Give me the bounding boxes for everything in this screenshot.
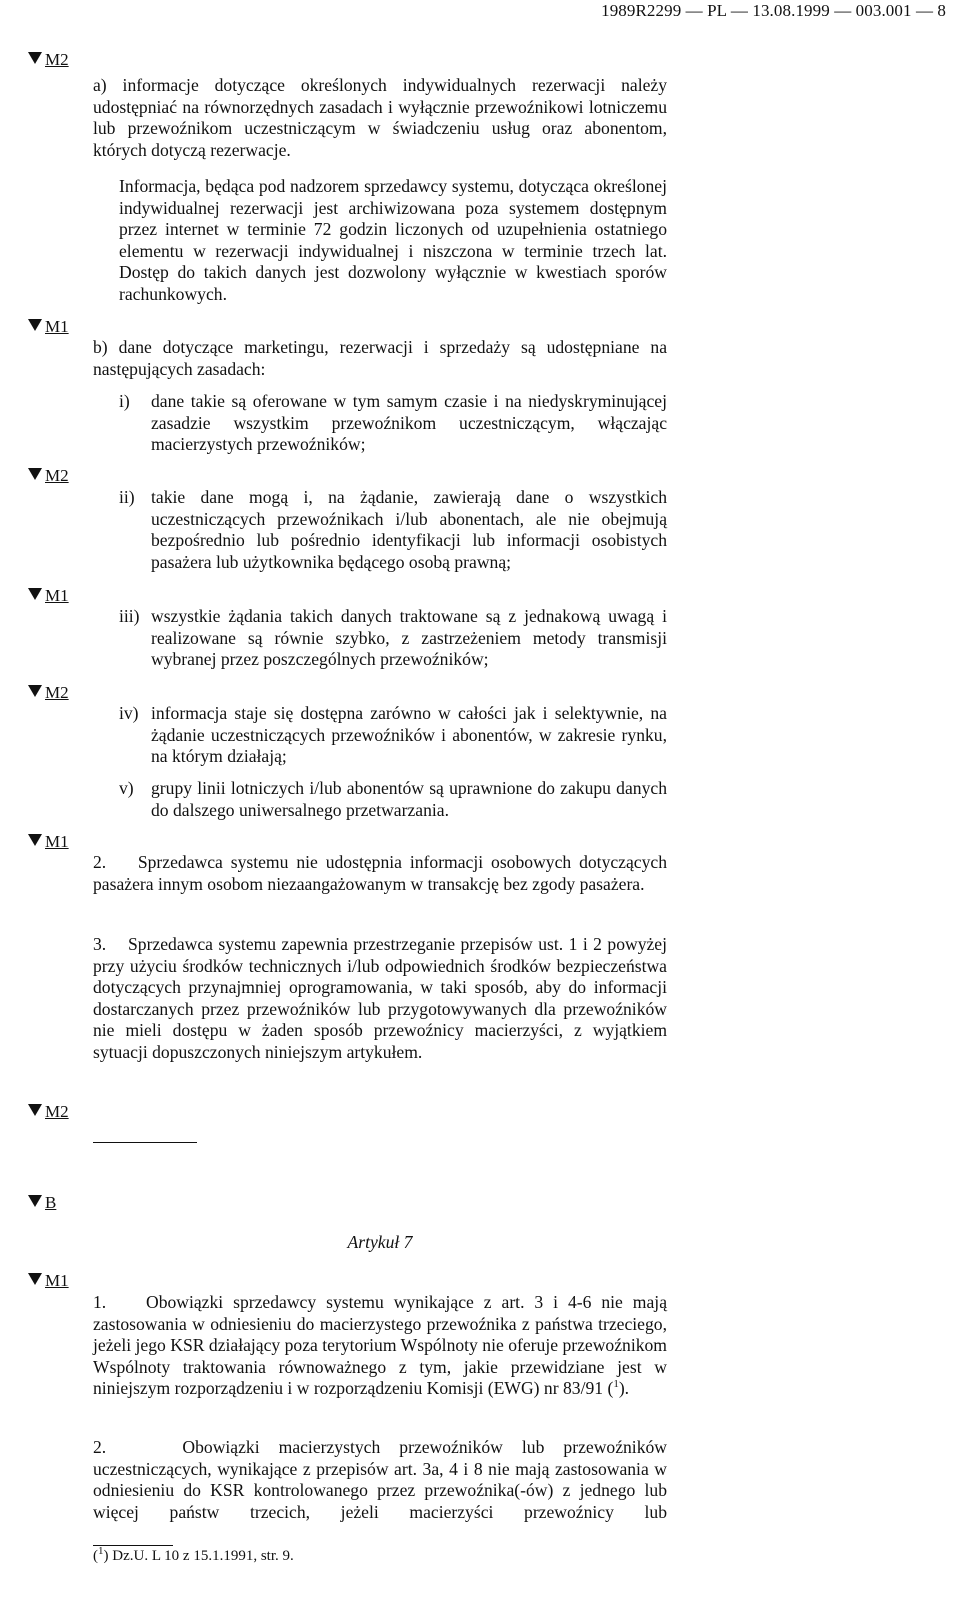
amendment-marker <box>28 682 69 703</box>
item-number: v) <box>119 778 134 798</box>
marker-code: M1 <box>45 1271 69 1290</box>
marker-code: M2 <box>45 683 69 702</box>
list-item <box>119 391 667 456</box>
amendment-marker <box>28 831 69 852</box>
item-text: grupy linii lotniczych i/lub abonentów są uprawnione do zakupu danych do dalszego uniwersalnego przetwarzania. <box>151 778 667 820</box>
amendment-marker <box>28 1101 69 1122</box>
list-item <box>119 703 667 768</box>
paragraph-a: a) informacje dotyczące określonych indywidualnych rezerwacji należy udostępniać na równorzędnych zasadach i wyłącznie przewoźnikowi lotniczemu lub przewoźnikom uczestniczącym w świadczeniu usług oraz abonentom, których dotyczą rezerwacje. <box>93 75 667 160</box>
paragraph-number: 3. <box>93 934 107 954</box>
amendment-marker <box>28 465 69 486</box>
paragraph-text: Obowiązki macierzystych przewoźników lub przewoźników uczestniczących, wynikające z przepisów art. 3a, 4 i 8 nie mają zastosowania w odniesieniu do KSR kontrolowanego przez przewoźnika(-ów) z jednego lub więcej państw trzecich, jeżeli macierzyści przewoźnicy lub <box>93 1437 667 1522</box>
marker-code: M1 <box>45 832 69 851</box>
triangle-down-icon <box>28 685 42 697</box>
footnote-reference[interactable]: 1 <box>613 1378 619 1391</box>
footnote-text: Dz.U. L 10 z 15.1.1991, str. 9. <box>112 1548 294 1564</box>
amendment-marker <box>28 1270 69 1291</box>
amendment-marker <box>28 1192 56 1213</box>
item-number: iv) <box>119 703 139 723</box>
item-number: ii) <box>119 487 135 507</box>
paragraph-number: 1. <box>93 1292 107 1312</box>
item-text: takie dane mogą i, na żądanie, zawierają dane o wszystkich uczestniczących przewoźnikach i/lub abonentach, ale nie obejmują bezpośrednio lub pośrednio identyfikacji lub informacji osobistych pasażera lub użytkownika będącego osobą prawną; <box>151 487 667 572</box>
footnote-marker: 1 <box>98 1545 104 1557</box>
article-heading: Artykuł 7 <box>347 1232 413 1252</box>
amendment-marker <box>28 49 69 70</box>
separator-line <box>93 1142 197 1143</box>
marker-code: M2 <box>45 50 69 69</box>
list-item <box>119 487 667 573</box>
paragraph-text: Sprzedawca systemu zapewnia przestrzeganie przepisów ust. 1 i 2 powyżej przy użyciu środków technicznych i/lub odpowiednich środków bezpieczeństwa dotyczących przynajmniej oprogramowania, w taki sposób, aby do informacji dostarczanych przez przewoźników lub przygotowywanych dla przewoźników nie mieli dostępu w żaden sposób przewoźnicy macierzyści, z wyjątkiem sytuacji dopuszczonych niniejszym artykułem. <box>93 934 668 1062</box>
paragraph-text: Obowiązki sprzedawcy systemu wynikające z art. 3 i 4-6 nie mają zastosowania w odniesieniu do macierzystego przewoźnika z państwa trzeciego, jeżeli jego KSR działający poza terytorium Wspólnoty nie oferuje przewoźnikom Wspólnoty traktowania równoważnego z tym, jakie przewidziane jest w niniejszym rozporządzeniu i w rozporządzeniu Komisji (EWG) nr 83/91 ( <box>93 1292 668 1398</box>
paragraph-2 <box>93 852 667 895</box>
triangle-down-icon <box>28 1195 42 1207</box>
marker-code: M2 <box>45 1102 69 1121</box>
amendment-marker <box>28 316 69 337</box>
triangle-down-icon <box>28 1104 42 1116</box>
triangle-down-icon <box>28 52 42 64</box>
paragraph-b: b) dane dotyczące marketingu, rezerwacji i sprzedaży są udostępniane na następujących zasadach: <box>93 337 667 379</box>
paragraph-number: 2. <box>93 852 107 872</box>
triangle-down-icon <box>28 588 42 600</box>
article-paragraph-1 <box>93 1292 667 1400</box>
item-text: wszystkie żądania takich danych traktowane są z jednakową uwagą i realizowane są równie szybko, z zastrzeżeniem metody transmisji wybranej przez poszczególnych przewoźników; <box>151 606 667 669</box>
triangle-down-icon <box>28 468 42 480</box>
document-header: 1989R2299 — PL — 13.08.1999 — 003.001 — 8 <box>601 1 946 20</box>
item-text: dane takie są oferowane w tym samym czasie i na niedyskryminującej zasadzie wszystkim przewoźnikom uczestniczącym, włączając macierzystych przewoźników; <box>151 391 667 454</box>
triangle-down-icon <box>28 834 42 846</box>
paragraph-text-tail: ). <box>618 1378 630 1398</box>
marker-code: M2 <box>45 466 69 485</box>
list-item <box>119 606 667 671</box>
footnote <box>93 1547 294 1565</box>
marker-code: B <box>45 1193 57 1212</box>
marker-code: M1 <box>45 586 69 605</box>
footnote-separator <box>93 1545 173 1546</box>
item-number: iii) <box>119 606 140 626</box>
item-text: informacja staje się dostępna zarówno w całości jak i selektywnie, na żądanie uczestniczących przewoźników i abonentów, w zakresie rynku, na którym działają; <box>151 703 667 766</box>
paragraph-text: Sprzedawca systemu nie udostępnia informacji osobowych dotyczących pasażera innym osobom niezaangażowanym w transakcję bez zgody pasażera. <box>93 852 668 894</box>
footnote-close: ) <box>103 1548 109 1564</box>
paragraph-number: 2. <box>93 1437 107 1457</box>
triangle-down-icon <box>28 319 42 331</box>
article-paragraph-2 <box>93 1437 667 1523</box>
triangle-down-icon <box>28 1273 42 1285</box>
amendment-marker <box>28 585 69 606</box>
item-number: i) <box>119 391 130 411</box>
marker-code: M1 <box>45 317 69 336</box>
paragraph-3 <box>93 934 667 1063</box>
paragraph-information: Informacja, będąca pod nadzorem sprzedawcy systemu, dotycząca określonej indywidualnej rezerwacji jest archiwizowana poza systemem dostępnym przez internet w terminie 72 godzin liczonych od uzupełnienia ostatniego elementu w rezerwacji indywidualnej i niszczona w terminie trzech lat. Dostęp do takich danych jest dozwolony wyłącznie w kwestiach sporów rachunkowych. <box>119 176 667 304</box>
list-item <box>119 778 667 821</box>
footnote-open: ( <box>93 1548 98 1564</box>
